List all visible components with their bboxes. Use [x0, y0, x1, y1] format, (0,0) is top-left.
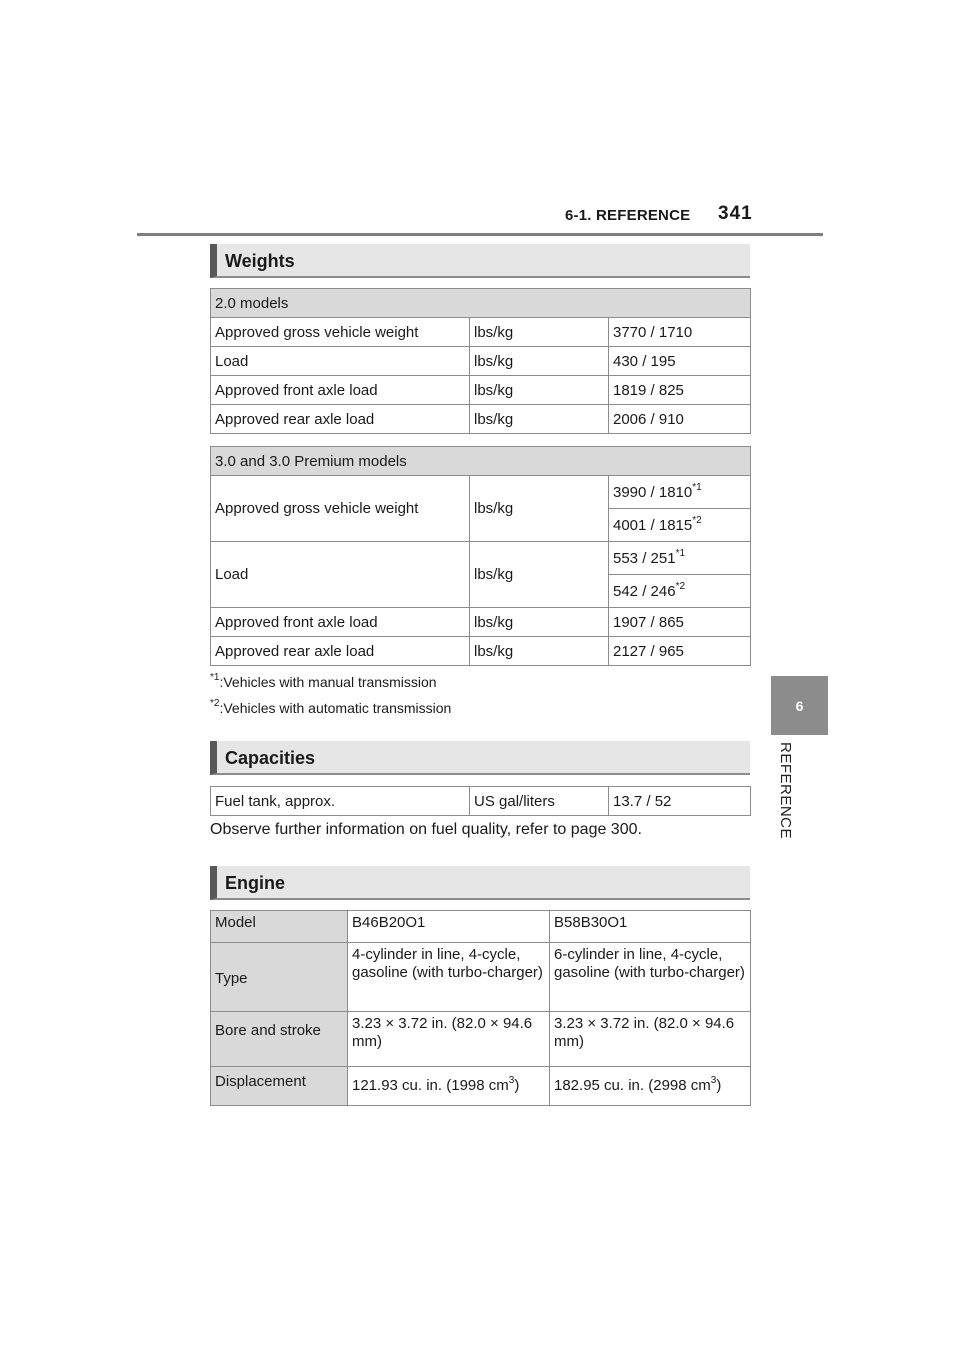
row-value: 3770 / 1710	[609, 318, 751, 347]
row-label: Approved front axle load	[211, 608, 470, 637]
row-label: Model	[211, 911, 348, 943]
fuel-quality-note: Observe further information on fuel quality, refer to page 300.	[210, 821, 642, 838]
row-value: 13.7 / 52	[609, 787, 751, 816]
row-unit: lbs/kg	[470, 376, 609, 405]
weights-heading	[210, 244, 750, 278]
row-value: 1907 / 865	[609, 608, 751, 637]
engine-heading	[210, 866, 750, 900]
table-group-title: 2.0 models	[211, 289, 751, 318]
table-row	[211, 943, 751, 1012]
chapter-label: REFERENCE	[777, 742, 794, 840]
row-label: Approved front axle load	[211, 376, 470, 405]
row-value: B58B30O1	[550, 911, 751, 943]
row-unit: lbs/kg	[470, 318, 609, 347]
row-value: 4001 / 1815$^{*2}$	[609, 509, 751, 542]
table-group-title: 3.0 and 3.0 Premium models	[211, 447, 751, 476]
table-row	[211, 1067, 751, 1106]
footnote-ref: *1	[675, 547, 686, 559]
table-row	[211, 637, 751, 666]
row-label: Approved rear axle load	[211, 405, 470, 434]
row-value: 430 / 195	[609, 347, 751, 376]
weights-heading-text: Weights	[225, 251, 295, 271]
table-row	[211, 911, 751, 943]
footnote-ref: *2	[692, 514, 702, 526]
table-row	[211, 608, 751, 637]
capacities-heading	[210, 741, 750, 775]
table-row	[211, 376, 751, 405]
weights-3-0-table	[210, 446, 751, 666]
page-number: 341	[718, 203, 753, 224]
row-value: 4-cylinder in line, 4-cycle, gasoline (with turbo-charger)	[348, 943, 550, 1012]
table-row	[211, 542, 751, 575]
chapter-tab: 6	[771, 676, 828, 735]
table-row	[211, 405, 751, 434]
table-row	[211, 787, 751, 816]
row-value: 182.95 cu. in. (2998 $cm^3$)	[550, 1067, 751, 1106]
footnote: $^{*1}$:Vehicles with manual transmission	[210, 672, 437, 690]
row-unit: lbs/kg	[470, 542, 609, 608]
row-value: 3990 / 1810$^{*1}$	[609, 476, 751, 509]
row-value: B46B20O1	[348, 911, 550, 943]
row-unit: lbs/kg	[470, 637, 609, 666]
row-value: 6-cylinder in line, 4-cycle, gasoline (with turbo-charger)	[550, 943, 751, 1012]
row-unit: lbs/kg	[470, 347, 609, 376]
weights-2-0-table	[210, 288, 751, 434]
footnote: $^{*2}$:Vehicles with automatic transmission	[210, 698, 452, 716]
row-label: Displacement	[211, 1067, 348, 1106]
section-title: 6-1. REFERENCE	[565, 207, 691, 224]
capacities-heading-text: Capacities	[225, 748, 316, 768]
row-label: Approved gross vehicle weight	[211, 318, 470, 347]
table-row	[211, 347, 751, 376]
row-value: 542 / 246$^{*2}$	[609, 575, 751, 608]
row-unit: lbs/kg	[470, 405, 609, 434]
capacities-table	[210, 786, 751, 816]
row-unit: lbs/kg	[470, 476, 609, 542]
row-value: 3.23 × 3.72 in. (82.0 × 94.6 mm)	[348, 1012, 550, 1067]
header-rule	[137, 233, 823, 236]
row-label: Approved rear axle load	[211, 637, 470, 666]
row-value: 121.93 cu. in. (1998 $cm^3$)	[348, 1067, 550, 1106]
row-label: Fuel tank, approx.	[211, 787, 470, 816]
row-label: Approved gross vehicle weight	[211, 476, 470, 542]
row-label: Bore and stroke	[211, 1012, 348, 1067]
row-value: 2127 / 965	[609, 637, 751, 666]
row-value: 2006 / 910	[609, 405, 751, 434]
table-row	[211, 476, 751, 509]
table-row	[211, 1012, 751, 1067]
row-value: 3.23 × 3.72 in. (82.0 × 94.6 mm)	[550, 1012, 751, 1067]
footnote-ref: *2	[675, 580, 686, 592]
row-value: 1819 / 825	[609, 376, 751, 405]
engine-table	[210, 910, 751, 1106]
row-unit: lbs/kg	[470, 608, 609, 637]
row-label: Load	[211, 542, 470, 608]
footnote-ref: *1	[692, 481, 702, 493]
table-row	[211, 318, 751, 347]
row-label: Load	[211, 347, 470, 376]
row-value: 553 / 251$^{*1}$	[609, 542, 751, 575]
engine-heading-text: Engine	[225, 873, 286, 893]
row-unit: US gal/liters	[470, 787, 609, 816]
row-label: Type	[211, 943, 348, 1012]
